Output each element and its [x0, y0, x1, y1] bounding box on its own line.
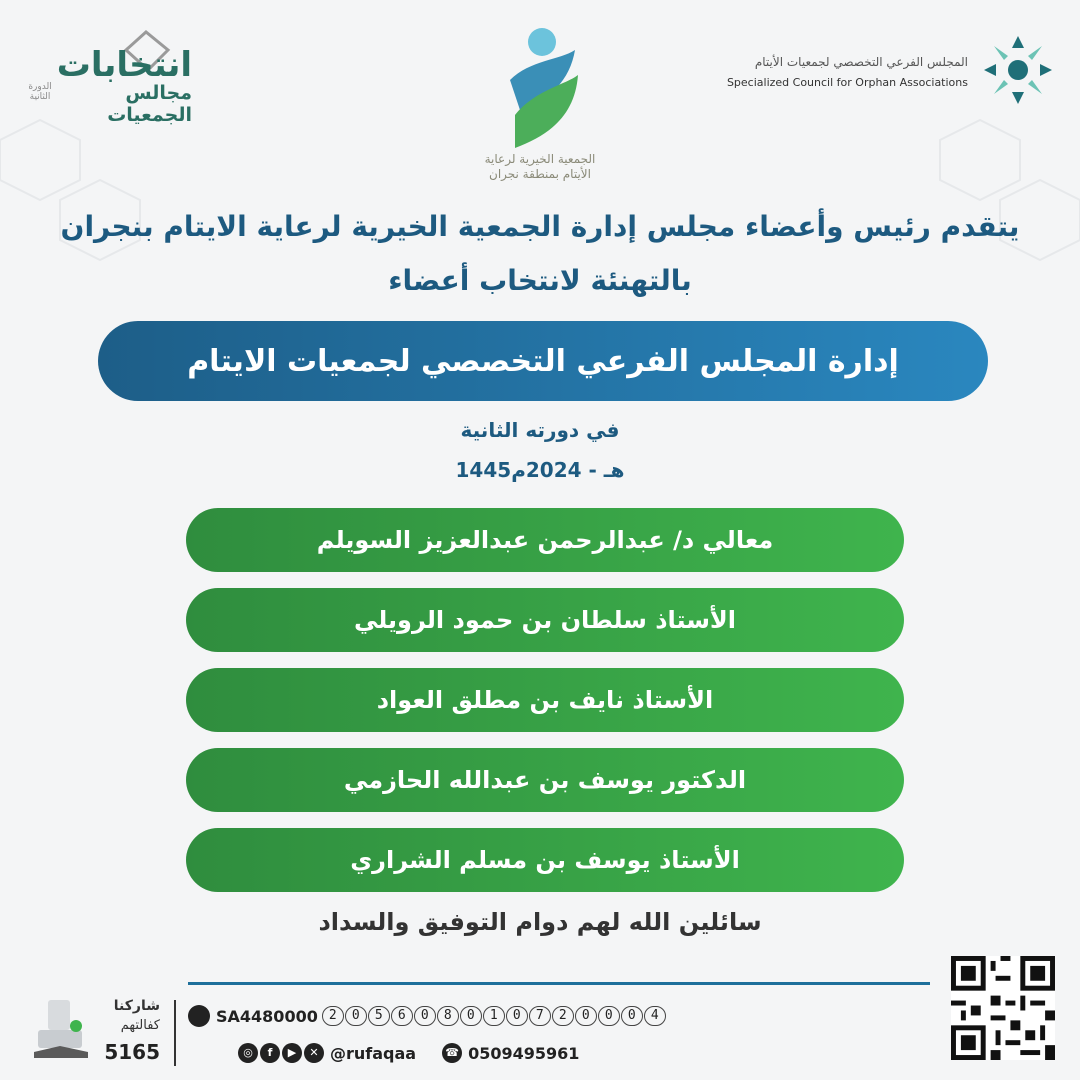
iban-digit: 5 — [368, 1006, 390, 1026]
closing-text: سائلين الله لهم دوام التوفيق والسداد — [318, 908, 762, 936]
iban-digit: 2 — [552, 1006, 574, 1026]
member-item: الأستاذ نايف بن مطلق العواد — [186, 668, 904, 732]
iban-digit: 7 — [529, 1006, 551, 1026]
iban-digit: 6 — [391, 1006, 413, 1026]
member-item: الأستاذ سلطان بن حمود الرويلي — [186, 588, 904, 652]
iban-digit: 0 — [575, 1006, 597, 1026]
elections-title: انتخابات — [56, 45, 192, 85]
footer-divider — [188, 982, 930, 985]
facebook-icon[interactable]: f — [260, 1043, 280, 1063]
iban-digit: 0 — [598, 1006, 620, 1026]
share-number: 5165 — [104, 1040, 160, 1064]
member-item: الأستاذ يوسف بن مسلم الشراري — [186, 828, 904, 892]
phone-icon: ☎ — [442, 1043, 462, 1063]
headline-line1: يتقدم رئيس وأعضاء مجلس إدارة الجمعية الخيرية لرعاية الايتام بنجران — [60, 210, 1020, 243]
cycle-line1: في دورته الثانية — [460, 418, 620, 442]
council-logo-icon — [978, 30, 1058, 110]
charity-logo-icon — [490, 20, 590, 160]
charity-name-line1: الجمعية الخيرية لرعاية — [484, 152, 596, 166]
phone-number[interactable]: 0509495961 — [468, 1043, 580, 1063]
member-item: الدكتور يوسف بن عبدالله الحازمي — [186, 748, 904, 812]
social-handle[interactable]: @rufaqaa — [330, 1043, 417, 1063]
bank-icon — [188, 1005, 210, 1027]
iban-digit: 0 — [414, 1006, 436, 1026]
footer-separator — [174, 1000, 176, 1066]
instagram-icon[interactable]: ◎ — [238, 1043, 258, 1063]
qr-code-icon[interactable] — [951, 956, 1055, 1060]
x-icon[interactable]: ✕ — [304, 1043, 324, 1063]
iban-row — [188, 1004, 667, 1028]
iban-digit: 0 — [621, 1006, 643, 1026]
share-line2: كفالتهم — [120, 1018, 160, 1033]
iban-digit: 0 — [345, 1006, 367, 1026]
iban-digit: 2 — [322, 1006, 344, 1026]
iban-digit: 4 — [644, 1006, 666, 1026]
council-name-ar: المجلس الفرعي التخصصي لجمعيات الأيتام — [754, 55, 968, 69]
iban-prefix: SA4480000 — [216, 1006, 318, 1026]
elections-cycle: الدورة الثانية — [28, 82, 52, 102]
share-line1: شاركنا — [113, 998, 160, 1014]
cycle-line2: 1445هـ - 2024م — [455, 458, 625, 482]
share-donation-icon — [30, 996, 92, 1062]
charity-name-line2: الأيتام بمنطقة نجران — [489, 167, 591, 181]
iban-digit: 0 — [460, 1006, 482, 1026]
contact-row — [238, 1040, 579, 1066]
council-banner: إدارة المجلس الفرعي التخصصي لجمعيات الايتام — [98, 321, 988, 401]
youtube-icon[interactable]: ▶ — [282, 1043, 302, 1063]
charity-name — [440, 152, 640, 182]
iban-digit: 8 — [437, 1006, 459, 1026]
headline-line2: بالتهنئة لانتخاب أعضاء — [388, 264, 692, 297]
elections-subtitle: مجالس الجمعيات — [107, 82, 192, 126]
council-name-en: Specialized Council for Orphan Associations — [726, 76, 968, 89]
iban-digit: 0 — [506, 1006, 528, 1026]
member-item: معالي د/ عبدالرحمن عبدالعزيز السويلم — [186, 508, 904, 572]
iban-digit: 1 — [483, 1006, 505, 1026]
